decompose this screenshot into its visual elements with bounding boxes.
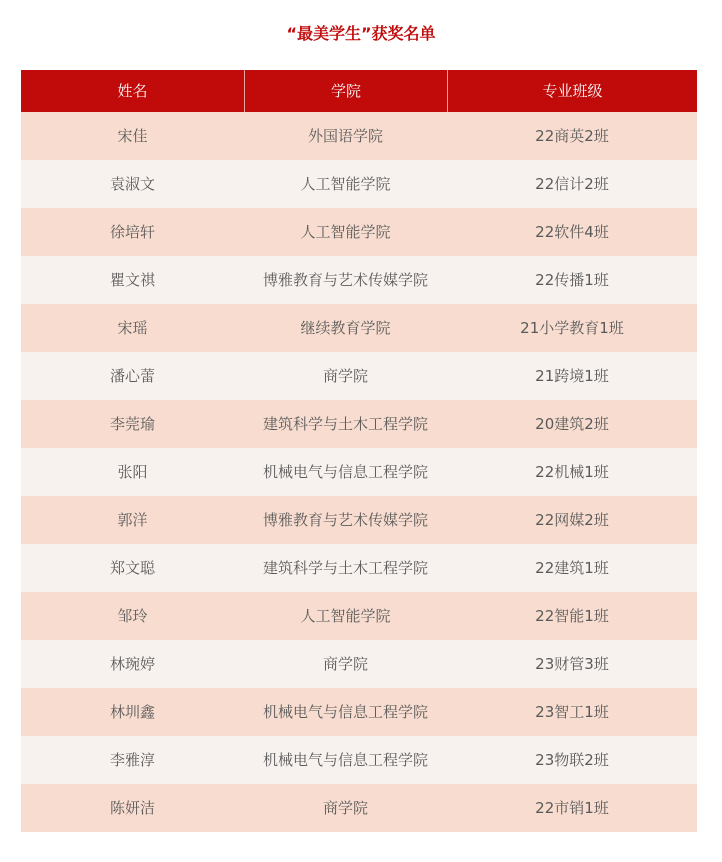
cell-college: 人工智能学院 [300, 607, 391, 625]
table-row [21, 160, 697, 208]
cell-name: 宋佳 [117, 127, 148, 145]
cell-class: 22商英2班 [535, 127, 609, 145]
cell-class: 21小学教育1班 [520, 319, 624, 337]
cell-name: 林圳鑫 [109, 703, 155, 721]
table-row [21, 640, 697, 688]
cell-college: 博雅教育与艺术传媒学院 [262, 511, 428, 529]
cell-class: 23财管3班 [535, 655, 609, 673]
cell-class: 20建筑2班 [535, 415, 609, 433]
cell-college: 商学院 [322, 655, 368, 673]
table-row [21, 544, 697, 592]
cell-name: 李雅淳 [109, 751, 155, 769]
cell-class: 22网媒2班 [535, 511, 609, 529]
table-header [21, 70, 697, 112]
table-row [21, 112, 697, 160]
cell-name: 陈妍洁 [109, 799, 155, 817]
cell-college: 博雅教育与艺术传媒学院 [262, 271, 428, 289]
table-row [21, 352, 697, 400]
cell-class: 23智工1班 [535, 703, 609, 721]
cell-college: 人工智能学院 [300, 223, 391, 241]
cell-college: 机械电气与信息工程学院 [262, 751, 428, 769]
cell-college: 继续教育学院 [300, 319, 391, 337]
table-row [21, 400, 697, 448]
cell-college: 建筑科学与土木工程学院 [262, 415, 428, 433]
header-college: 学院 [244, 70, 447, 112]
cell-class: 23物联2班 [535, 751, 609, 769]
table-row [21, 784, 697, 832]
header-class: 专业班级 [447, 70, 697, 112]
cell-college: 外国语学院 [307, 127, 383, 145]
award-list-table [21, 70, 697, 832]
cell-name: 郭洋 [117, 511, 148, 529]
cell-name: 李莞瑜 [109, 415, 155, 433]
cell-name: 郑文聪 [109, 559, 155, 577]
cell-college: 建筑科学与土木工程学院 [262, 559, 428, 577]
cell-class: 22智能1班 [535, 607, 609, 625]
table-row [21, 208, 697, 256]
cell-name: 袁淑文 [109, 175, 155, 193]
cell-name: 宋瑶 [117, 319, 148, 337]
table-row [21, 304, 697, 352]
table-row [21, 496, 697, 544]
cell-name: 瞿文祺 [109, 271, 155, 289]
cell-class: 22建筑1班 [535, 559, 609, 577]
cell-class: 22传播1班 [535, 271, 609, 289]
table-row [21, 448, 697, 496]
cell-college: 商学院 [322, 367, 368, 385]
cell-name: 张阳 [117, 463, 148, 481]
table-row [21, 688, 697, 736]
page-title: “最美学生”获奖名单 [286, 24, 436, 43]
header-name: 姓名 [117, 82, 148, 100]
cell-name: 林琬婷 [109, 655, 155, 673]
cell-name: 徐培轩 [109, 223, 155, 241]
cell-class: 22信计2班 [535, 175, 609, 193]
cell-college: 商学院 [322, 799, 368, 817]
cell-class: 22市销1班 [535, 799, 609, 817]
cell-class: 22机械1班 [535, 463, 609, 481]
table-row [21, 736, 697, 784]
table-row [21, 592, 697, 640]
cell-college: 机械电气与信息工程学院 [262, 703, 428, 721]
cell-class: 21跨境1班 [535, 367, 609, 385]
cell-name: 邹玲 [117, 607, 148, 625]
cell-class: 22软件4班 [535, 223, 609, 241]
table-row [21, 256, 697, 304]
table-body [21, 112, 697, 832]
cell-college: 人工智能学院 [300, 175, 391, 193]
cell-college: 机械电气与信息工程学院 [262, 463, 428, 481]
cell-name: 潘心蕾 [109, 367, 155, 385]
